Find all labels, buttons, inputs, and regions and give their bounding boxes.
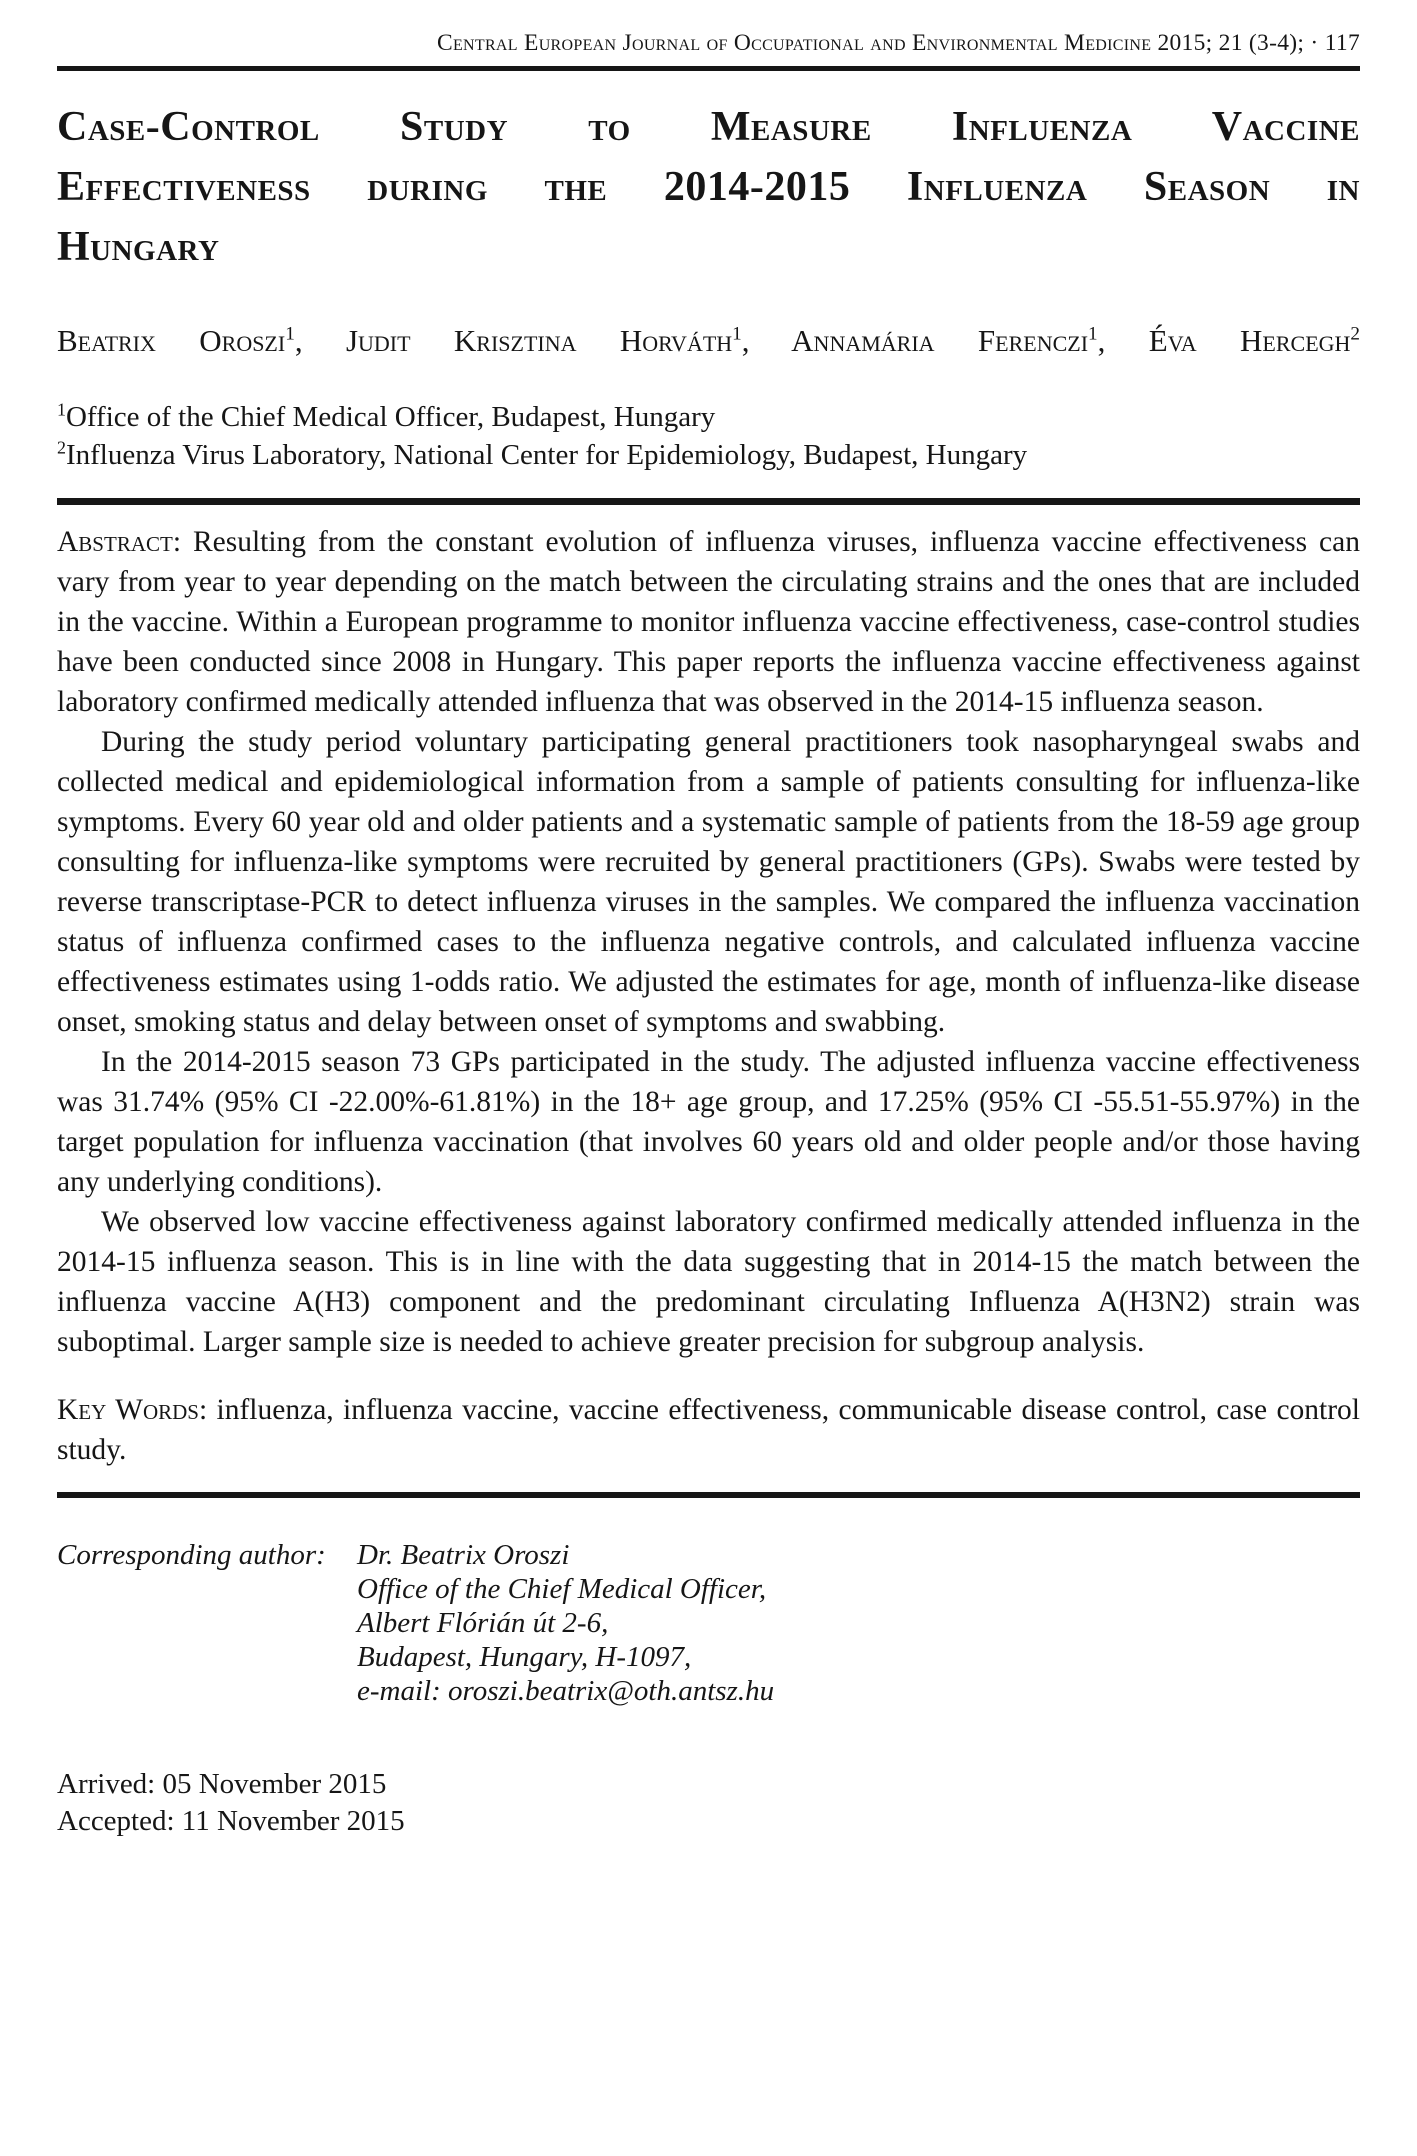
affiliation-line — [57, 398, 1360, 436]
title-line-2: Effectiveness during the 2014-2015 Influenza Season in — [57, 164, 1360, 210]
author-name: Éva Hercegh — [1148, 323, 1351, 358]
abstract-section — [57, 522, 1360, 1362]
abstract-paragraph-3: In the 2014-2015 season 73 GPs participated in the study. The adjusted influenza vaccine effectiveness was 31.74% (95% CI -22.00%-61.81%) in the 18+ age group, and 17.25% (95% CI -55.51-55.97%) in the target population for influenza vaccination (that involves 60 years old and older people and/or those having any underlying conditions). — [57, 1046, 1360, 1198]
accepted-date: Accepted: 11 November 2015 — [57, 1805, 405, 1837]
author-separator: , — [294, 323, 346, 358]
keywords — [57, 1390, 1360, 1470]
affiliation-superscript: 1 — [57, 399, 66, 420]
journal-page — [0, 30, 1417, 2156]
affiliation-text: Office of the Chief Medical Officer, Budapest, Hungary — [65, 401, 716, 433]
abstract-paragraph-2: During the study period voluntary participating general practitioners took nasopharyngeal swabs and collected medical and epidemiological information from a sample of patients consulting for influenza-like symptoms. Every 60 year old and older patients and a systematic sample of patients from the 18-59 age group consulting for influenza-like symptoms were recruited by general practitioners (GPs). Swabs were tested by reverse transcriptase-PCR to detect influenza viruses in the samples. We compared the influenza vaccination status of influenza confirmed cases to the influenza negative controls, and calculated influenza vaccine effectiveness estimates using 1-odds ratio. We adjusted the estimates for age, month of influenza-like disease onset, smoking status and delay between onset of symptoms and swabbing. — [57, 726, 1360, 1038]
abstract-top-rule — [57, 498, 1360, 505]
author-separator: , — [1097, 323, 1149, 358]
corresponding-author-street: Albert Flórián út 2-6, — [357, 1607, 609, 1639]
keywords-label: Key Words: — [57, 1394, 208, 1426]
corresponding-author-block — [57, 1538, 1360, 1708]
author-affiliation-superscript: 1 — [732, 323, 742, 345]
abstract-paragraph-4: We observed low vaccine effectiveness against laboratory confirmed medically attended influenza in the 2014-15 influenza season. This is in line with the data suggesting that in 2014-15 the match between the influenza vaccine A(H3) component and the predominant circulating Influenza A(H3N2) strain was suboptimal. Larger sample size is needed to achieve greater precision for subgroup analysis. — [57, 1206, 1360, 1358]
corresponding-author-office: Office of the Chief Medical Officer, — [357, 1573, 767, 1605]
corresponding-author-email: e-mail: oroszi.beatrix@oth.antsz.hu — [357, 1675, 775, 1707]
title-line-3: Hungary — [57, 224, 220, 270]
affiliations — [57, 398, 1360, 474]
affiliation-line — [57, 436, 1360, 474]
author-affiliation-superscript: 2 — [1350, 323, 1361, 345]
keywords-text: influenza, influenza vaccine, vaccine effectiveness, communicable disease control, case control study. — [57, 1394, 1361, 1466]
author-separator: , — [741, 323, 792, 358]
corresponding-author-details — [357, 1538, 774, 1708]
author-name: Judit Krisztina Horváth — [345, 323, 733, 358]
arrived-date: Arrived: 05 November 2015 — [57, 1768, 387, 1800]
journal-header: Central European Journal of Occupational and Environmental Medicine 2015; 21 (3-4); · 117 — [436, 30, 1360, 56]
abstract-bottom-rule — [57, 1492, 1360, 1498]
abstract-paragraph-1-text: Resulting from the constant evolution of influenza viruses, influenza vaccine effectiveness can vary from year to year depending on the match between the circulating strains and the ones that are included in the vaccine. Within a European programme to monitor influenza vaccine effectiveness, case-control studies have been conducted since 2008 in Hungary. This paper reports the influenza vaccine effectiveness against laboratory confirmed medically attended influenza that was observed in the 2014-15 influenza season. — [57, 526, 1360, 718]
paper-title — [57, 97, 1360, 277]
affiliation-text: Influenza Virus Laboratory, National Center for Epidemiology, Budapest, Hungary — [65, 439, 1028, 471]
corresponding-author-name: Dr. Beatrix Oroszi — [357, 1539, 570, 1571]
author-affiliation-superscript: 1 — [1088, 323, 1098, 345]
manuscript-dates — [57, 1766, 1360, 1840]
author-affiliation-superscript: 1 — [285, 323, 295, 345]
author-name: Annamária Ferenczi — [791, 323, 1089, 358]
header-rule — [57, 66, 1360, 71]
abstract-paragraph-1 — [57, 522, 1360, 722]
author-name: Beatrix Oroszi — [57, 323, 286, 358]
affiliation-superscript: 2 — [57, 437, 66, 458]
authors-line — [57, 321, 1360, 361]
title-line-1: Case-Control Study to Measure Influenza Vaccine — [57, 104, 1360, 150]
abstract-label: Abstract: — [57, 526, 182, 558]
corresponding-author-city: Budapest, Hungary, H-1097, — [357, 1641, 692, 1673]
corresponding-author-label: Corresponding author: — [57, 1539, 326, 1571]
